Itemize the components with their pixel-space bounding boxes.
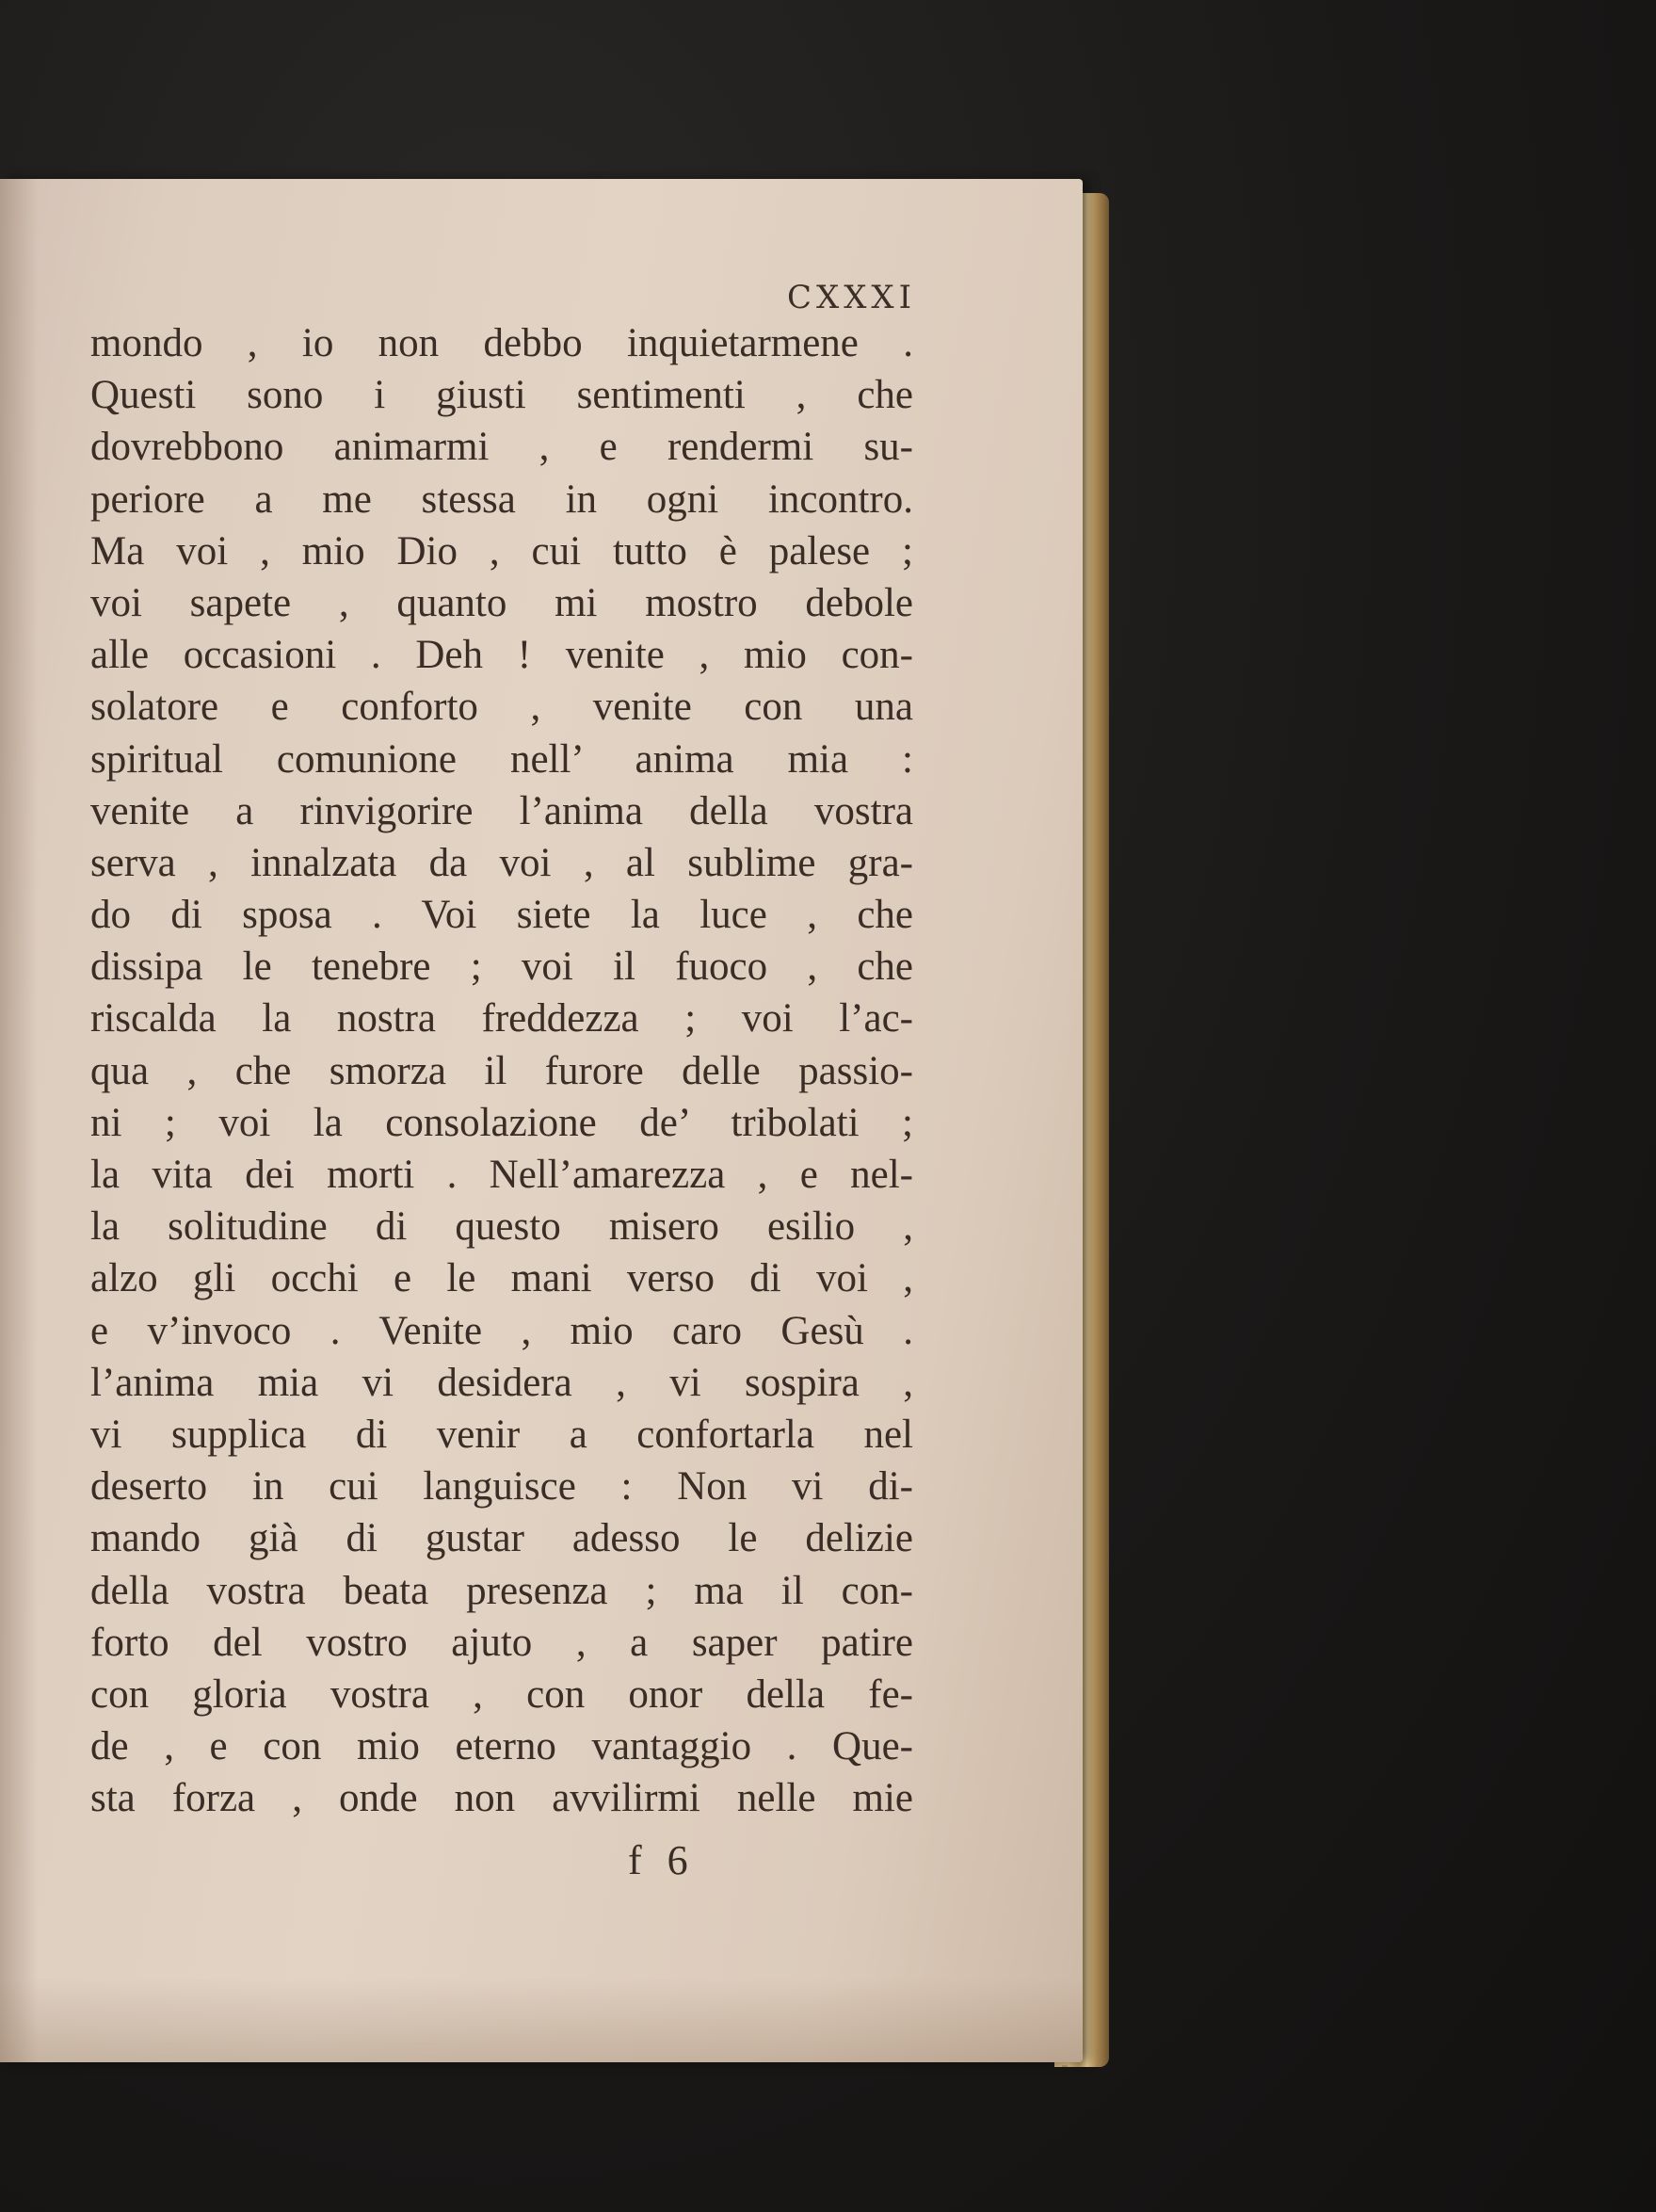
text-line: sta forza , onde non avvilirmi nelle mie	[90, 1776, 913, 1821]
text-line: serva , innalzata da voi , al sublime gra-	[90, 840, 913, 885]
text-line: e v’invoco . Venite , mio caro Gesù .	[90, 1308, 913, 1353]
text-line: la solitudine di questo misero esilio ,	[90, 1204, 913, 1250]
text-line: Questi sono i giusti sentimenti , che	[90, 373, 913, 418]
text-line: della vostra beata presenza ; ma il con-	[90, 1568, 913, 1613]
text-line: dissipa le tenebre ; voi il fuoco , che	[90, 945, 913, 990]
text-line: mondo , io non debbo inquietarmene .	[90, 321, 913, 365]
text-line: de , e con mio eterno vantaggio . Que-	[90, 1724, 913, 1769]
text-line: vi supplica di venir a confortarla nel	[90, 1412, 913, 1457]
text-line: dovrebbono animarmi , e rendermi su-	[90, 425, 913, 470]
text-line: periore a me stessa in ogni incontro.	[90, 476, 913, 522]
text-line: la vita dei morti . Nell’amarezza , e nel-	[90, 1153, 913, 1197]
signature-mark: f 6	[628, 1837, 696, 1883]
text-line: ni ; voi la consolazione de’ tribolati ;	[90, 1100, 913, 1145]
text-line: spiritual comunione nell’ anima mia :	[90, 736, 913, 782]
text-line: do di sposa . Voi siete la luce , che	[90, 893, 913, 938]
text-line: qua , che smorza il furore delle passio-	[90, 1048, 913, 1093]
text-line: alzo gli occhi e le mani verso di voi ,	[90, 1256, 913, 1301]
text-line: alle occasioni . Deh ! venite , mio con-	[90, 633, 913, 678]
text-line: solatore e conforto , venite con una	[90, 685, 913, 730]
text-line: deserto in cui languisce : Non vi di-	[90, 1464, 913, 1510]
text-line: con gloria vostra , con onor della fe-	[90, 1671, 913, 1717]
text-line: venite a rinvigorire l’anima della vostra	[90, 788, 913, 833]
body-text	[90, 317, 913, 1824]
text-line: Ma voi , mio Dio , cui tutto è palese ;	[90, 528, 913, 573]
text-line: forto del vostro ajuto , a saper patire	[90, 1620, 913, 1665]
text-line: mando già di gustar adesso le delizie	[90, 1516, 913, 1561]
text-line: l’anima mia vi desidera , vi sospira ,	[90, 1360, 913, 1405]
text-line: riscalda la nostra freddezza ; voi l’ac-	[90, 996, 913, 1041]
text-line: voi sapete , quanto mi mostro debole	[90, 580, 913, 625]
page-number-roman: CXXXI	[787, 279, 917, 316]
